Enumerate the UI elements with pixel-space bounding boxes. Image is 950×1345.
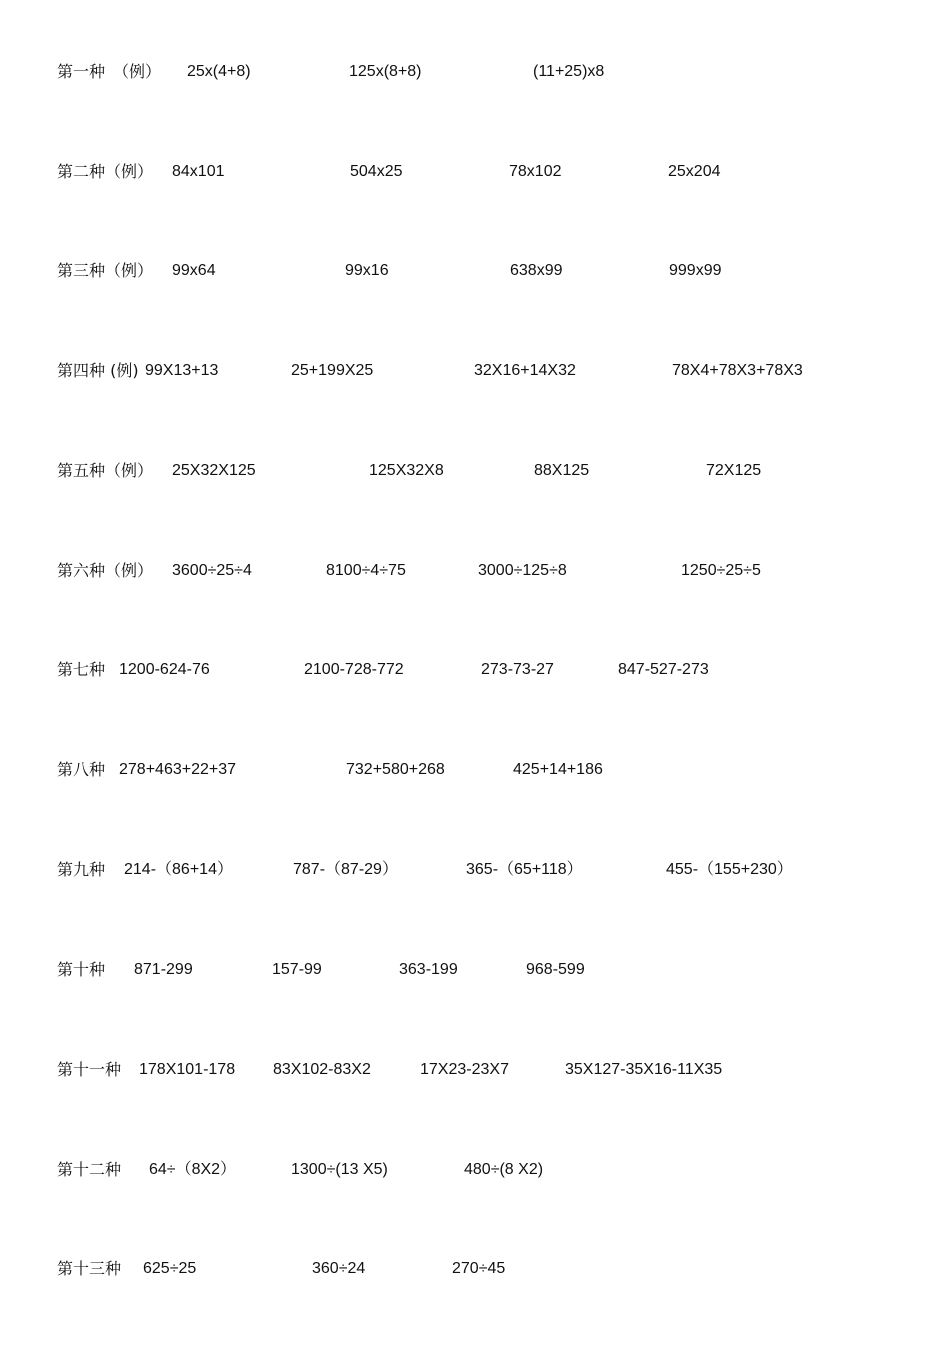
problem-item: 72X125 (706, 462, 762, 479)
problem-item: (11+25)x8 (533, 63, 605, 80)
row-label: 第十一种 (57, 1060, 122, 1079)
problem-item: 847-527-273 (618, 661, 709, 678)
problem-item: 88X125 (534, 462, 590, 479)
problem-row-3 (0, 259, 950, 283)
row-label: 第六种（例） (57, 561, 154, 580)
problem-item: 25x(4+8) (187, 63, 251, 80)
problem-item: 157-99 (272, 961, 322, 978)
problem-item: 25X32X125 (172, 462, 256, 479)
problem-item: 64÷（8X2） (149, 1161, 237, 1178)
row-label: 第八种 (57, 760, 106, 779)
row-label: 第三种（例） (57, 261, 154, 280)
problem-item: 2100-728-772 (304, 661, 404, 678)
problem-row-10 (0, 958, 950, 982)
problem-row-5 (0, 459, 950, 483)
problem-item: 638x99 (510, 262, 563, 279)
problem-item: 273-73-27 (481, 661, 554, 678)
problem-item: 1200-624-76 (119, 661, 210, 678)
problem-row-12 (0, 1158, 950, 1182)
row-label: 第一种 （例） (57, 62, 162, 81)
problem-item: 365-（65+118） (466, 861, 583, 878)
problem-item: 99x16 (345, 262, 389, 279)
problem-item: 78X4+78X3+78X3 (672, 362, 803, 379)
row-label: 第四种 (例) (57, 361, 139, 380)
problem-item: 1250÷25÷5 (681, 562, 761, 579)
problem-row-8 (0, 758, 950, 782)
problem-item: 360÷24 (312, 1260, 366, 1277)
problem-item: 363-199 (399, 961, 458, 978)
problem-item: 17X23-23X7 (420, 1061, 509, 1078)
row-label: 第十二种 (57, 1160, 122, 1179)
row-label: 第七种 (57, 660, 106, 679)
problem-item: 214-（86+14） (124, 861, 233, 878)
problem-row-7 (0, 658, 950, 682)
problem-item: 270÷45 (452, 1260, 506, 1277)
problem-item: 178X101-178 (139, 1061, 236, 1078)
problem-row-4 (0, 359, 950, 383)
problem-item: 504x25 (350, 163, 403, 180)
problem-item: 1300÷(13 X5) (291, 1161, 388, 1178)
row-label: 第九种 (57, 860, 106, 879)
problem-row-1 (0, 60, 950, 84)
row-label: 第五种（例） (57, 461, 154, 480)
problem-item: 25+199X25 (291, 362, 374, 379)
problem-item: 3000÷125÷8 (478, 562, 567, 579)
problem-item: 732+580+268 (346, 761, 445, 778)
row-label: 第十种 (57, 960, 106, 979)
problem-item: 425+14+186 (513, 761, 603, 778)
problem-item: 25x204 (668, 163, 721, 180)
problem-item: 99x64 (172, 262, 216, 279)
problem-row-9 (0, 858, 950, 882)
row-label: 第二种（例） (57, 162, 154, 181)
problem-item: 83X102-83X2 (273, 1061, 371, 1078)
problem-item: 455-（155+230） (666, 861, 793, 878)
problem-item: 480÷(8 X2) (464, 1161, 544, 1178)
problem-item: 871-299 (134, 961, 193, 978)
problem-item: 125X32X8 (369, 462, 444, 479)
problem-item: 99X13+13 (145, 362, 219, 379)
problem-item: 32X16+14X32 (474, 362, 576, 379)
problem-row-11 (0, 1058, 950, 1082)
problem-item: 8100÷4÷75 (326, 562, 406, 579)
problem-item: 84x101 (172, 163, 225, 180)
problem-row-13 (0, 1257, 950, 1281)
problem-item: 968-599 (526, 961, 585, 978)
problem-item: 787-（87-29） (293, 861, 398, 878)
problem-item: 35X127-35X16-11X35 (565, 1061, 723, 1078)
row-label: 第十三种 (57, 1259, 122, 1278)
problem-item: 78x102 (509, 163, 562, 180)
problem-item: 999x99 (669, 262, 722, 279)
problem-item: 125x(8+8) (349, 63, 422, 80)
problem-item: 625÷25 (143, 1260, 197, 1277)
problem-item: 3600÷25÷4 (172, 562, 252, 579)
problem-row-6 (0, 559, 950, 583)
problem-item: 278+463+22+37 (119, 761, 237, 778)
problem-row-2 (0, 160, 950, 184)
